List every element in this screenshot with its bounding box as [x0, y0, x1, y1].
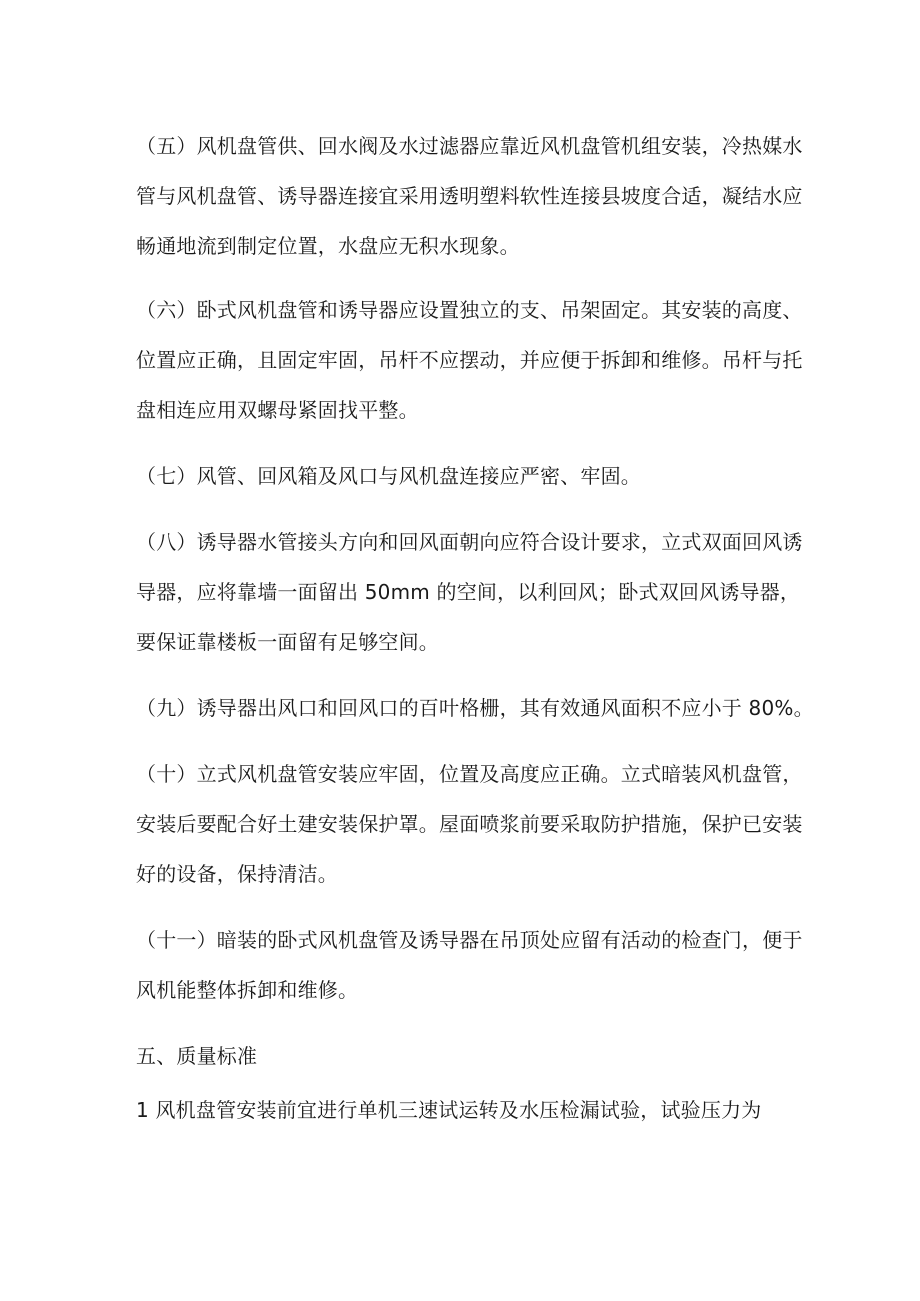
paragraph-item-8-line-3: 要保证靠楼板一面留有足够空间。 — [136, 630, 439, 654]
paragraph-item-10-line-1: （十）立式风机盘管安装应牢固，位置及高度应正确。立式暗装风机盘管， — [136, 762, 803, 786]
paragraph-item-11-line-1: （十一）暗装的卧式风机盘管及诱导器在吊顶处应留有活动的检查门，便于 — [136, 928, 803, 952]
paragraph-std-1-line-1: 1 风机盘管安装前宜进行单机三速试运转及水压检漏试验，试验压力为 — [136, 1098, 762, 1122]
paragraph-item-6-line-1: （六）卧式风机盘管和诱导器应设置独立的支、吊架固定。其安装的高度、 — [136, 298, 803, 322]
paragraph-item-11-line-2: 风机能整体拆卸和维修。 — [136, 978, 359, 1002]
paragraph-item-8-line-1: （八）诱导器水管接头方向和回风面朝向应符合设计要求，立式双面回风诱 — [136, 530, 803, 554]
paragraph-item-6-line-2: 位置应正确，且固定牢固，吊杆不应摆动，并应便于拆卸和维修。吊杆与托 — [136, 348, 803, 372]
paragraph-item-10-line-2: 安装后要配合好土建安装保护罩。屋面喷浆前要采取防护措施，保护已安装 — [136, 812, 803, 836]
paragraph-item-10-line-3: 好的设备，保持清洁。 — [136, 862, 338, 886]
paragraph-item-9-line-1: （九）诱导器出风口和回风口的百叶格栅，其有效通风面积不应小于 80%。 — [136, 696, 814, 720]
paragraph-item-5-line-3: 畅通地流到制定位置，水盘应无积水现象。 — [136, 234, 520, 258]
section-heading-quality-standard: 五、质量标准 — [136, 1044, 258, 1068]
paragraph-item-5-line-1: （五）风机盘管供、回水阀及水过滤器应靠近风机盘管机组安装，冷热媒水 — [136, 134, 803, 158]
paragraph-item-6-line-3: 盘相连应用双螺母紧固找平整。 — [136, 398, 419, 422]
paragraph-item-7-line-1: （七）风管、回风箱及风口与风机盘连接应严密、牢固。 — [136, 464, 641, 488]
paragraph-item-5-line-2: 管与风机盘管、诱导器连接宜采用透明塑料软性连接县坡度合适，凝结水应 — [136, 184, 803, 208]
paragraph-item-8-line-2: 导器，应将靠墙一面留出 50mm 的空间，以利回风；卧式双回风诱导器， — [136, 580, 801, 604]
